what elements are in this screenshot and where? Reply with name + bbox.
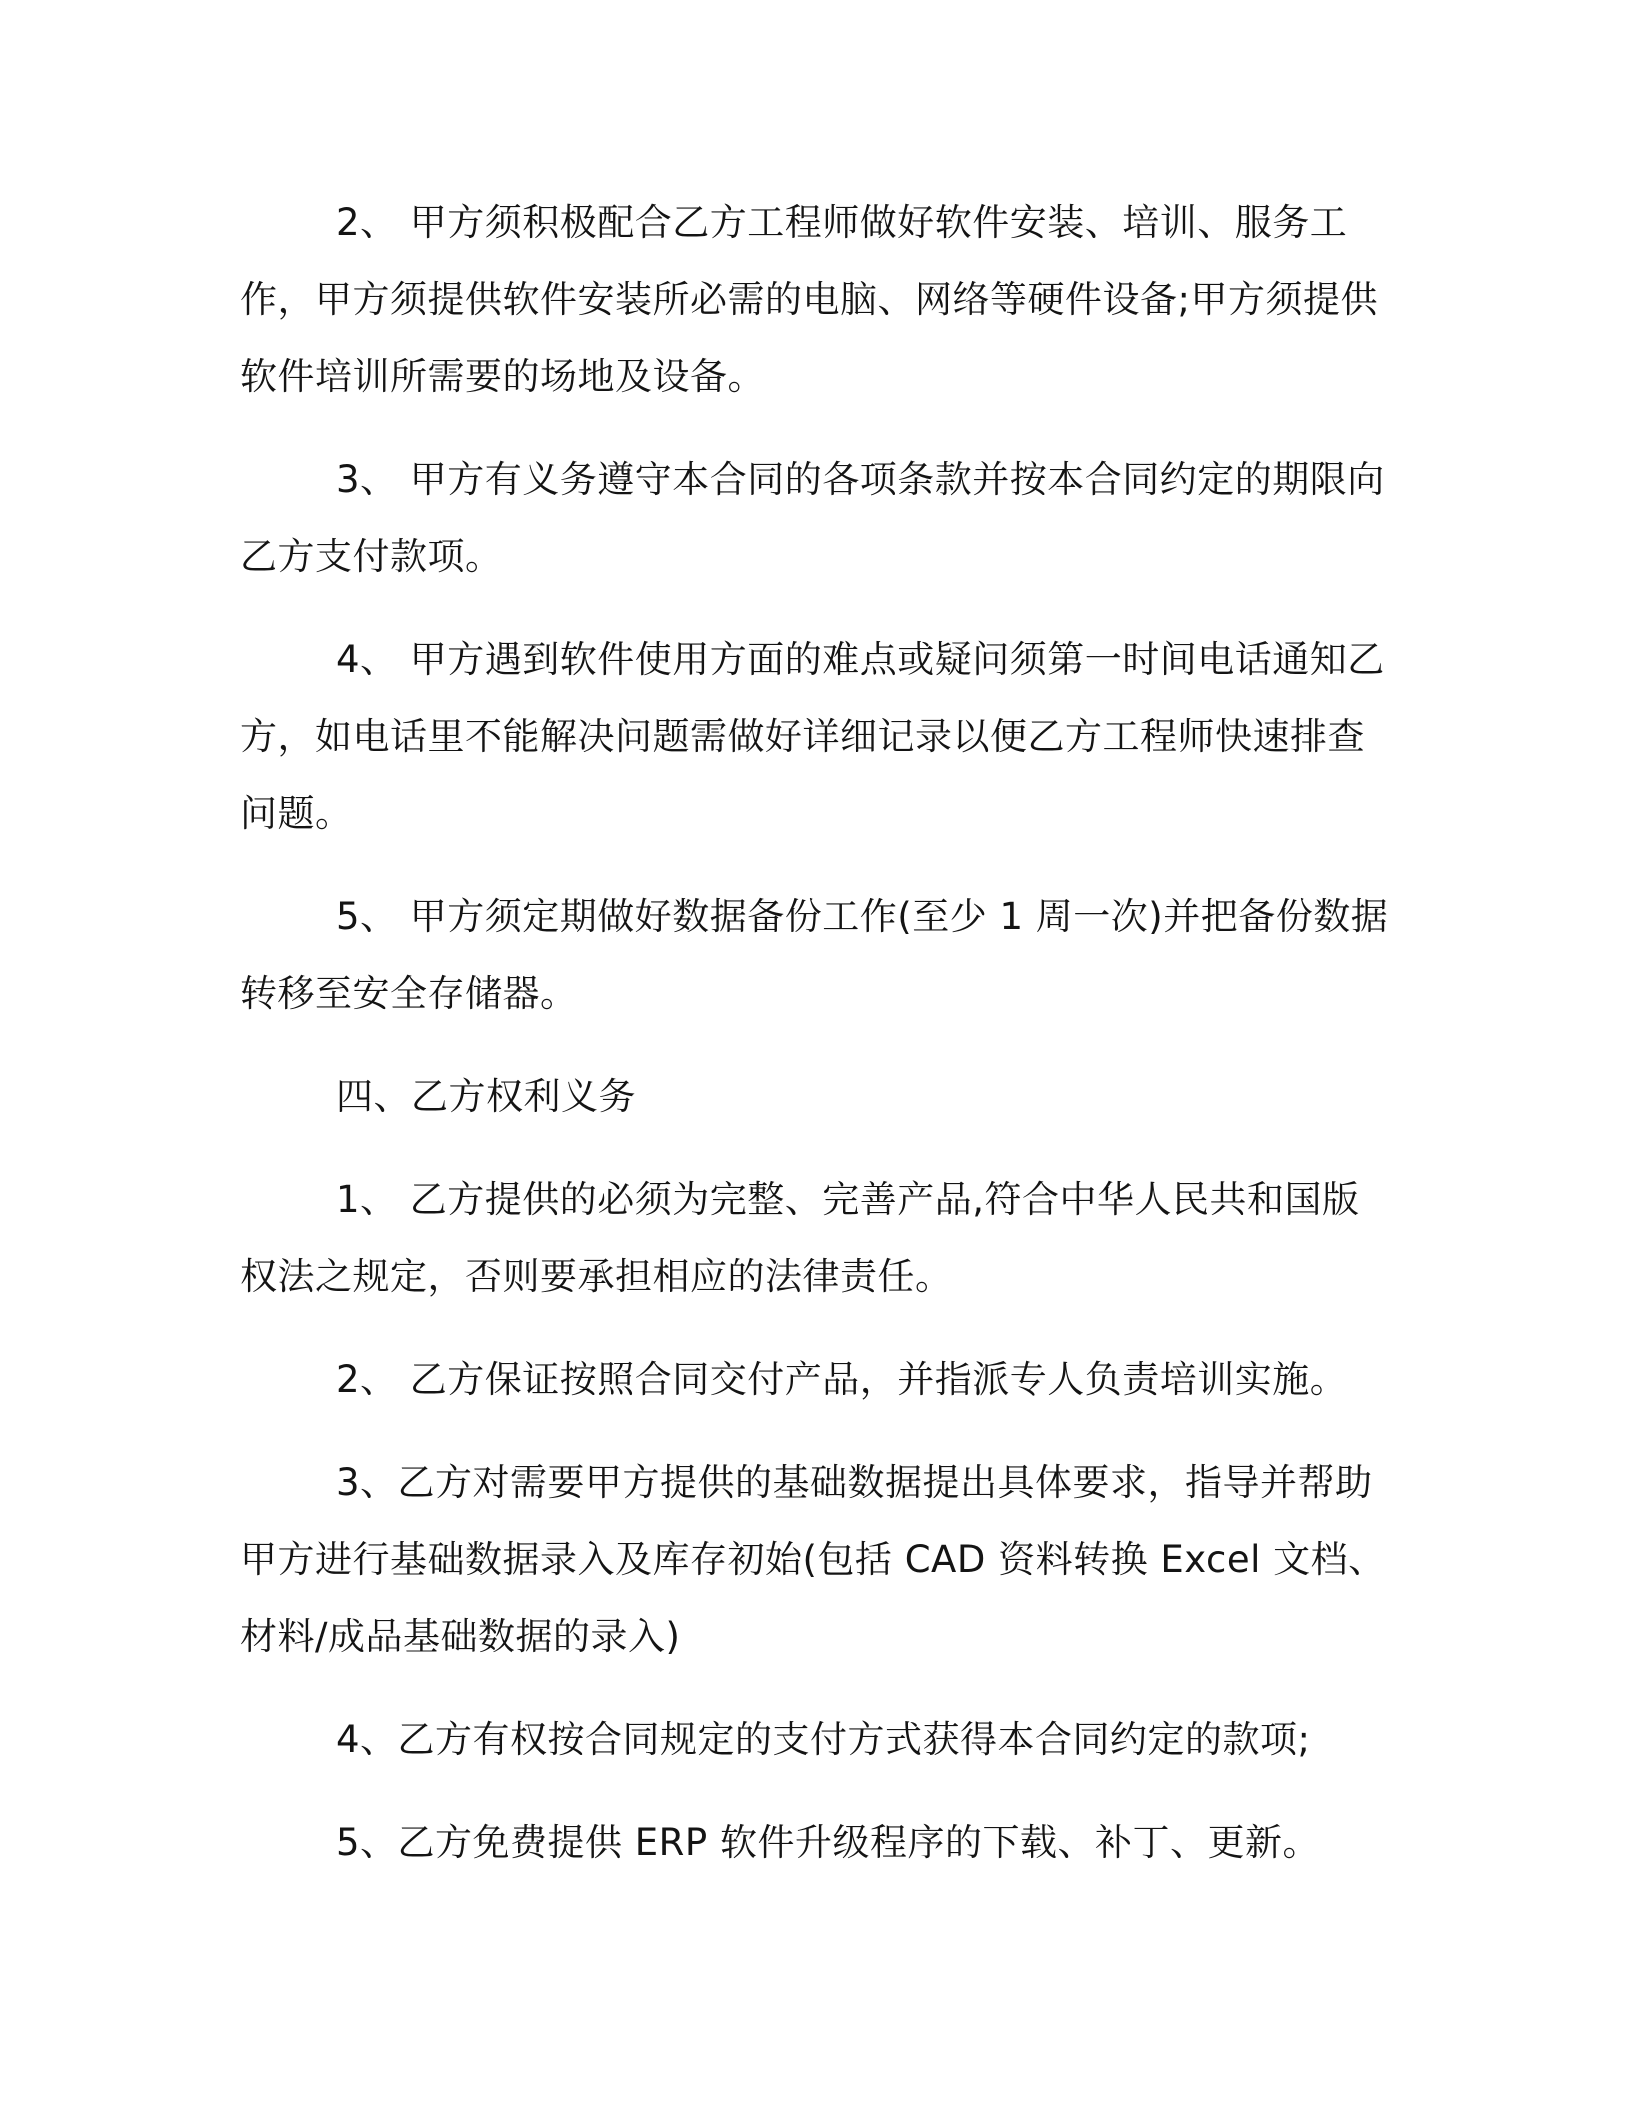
clause-party-b-5: 5、乙方免费提供 ERP 软件升级程序的下载、补丁、更新。 <box>336 1821 1320 1864</box>
clause-party-b-1: 1、 乙方提供的必须为完整、完善产品,符合中华人民共和国版权法之规定，否则要承担相应的法律责任。 <box>240 1178 1360 1298</box>
clause-party-a-3: 3、 甲方有义务遵守本合同的各项条款并按本合同约定的期限向乙方支付款项。 <box>240 458 1385 578</box>
clause-party-a-5: 5、 甲方须定期做好数据备份工作(至少 1 周一次)并把备份数据转移至安全存储器。 <box>240 895 1389 1015</box>
clause-party-b-4: 4、乙方有权按合同规定的支付方式获得本合同约定的款项; <box>336 1718 1311 1761</box>
document-body <box>240 184 1390 1907</box>
section-heading-party-b: 四、乙方权利义务 <box>336 1075 636 1118</box>
clause-party-a-4: 4、 甲方遇到软件使用方面的难点或疑问须第一时间电话通知乙方，如电话里不能解决问题需做好详细记录以便乙方工程师快速排查问题。 <box>240 638 1385 835</box>
clause-party-b-2: 2、 乙方保证按照合同交付产品，并指派专人负责培训实施。 <box>336 1358 1348 1401</box>
clause-party-b-3: 3、乙方对需要甲方提供的基础数据提出具体要求，指导并帮助甲方进行基础数据录入及库存初始(包括 CAD 资料转换 Excel 文档、材料/成品基础数据的录入) <box>240 1461 1386 1658</box>
clause-party-a-2: 2、 甲方须积极配合乙方工程师做好软件安装、培训、服务工作，甲方须提供软件安装所必需的电脑、网络等硬件设备;甲方须提供软件培训所需要的场地及设备。 <box>240 201 1378 398</box>
